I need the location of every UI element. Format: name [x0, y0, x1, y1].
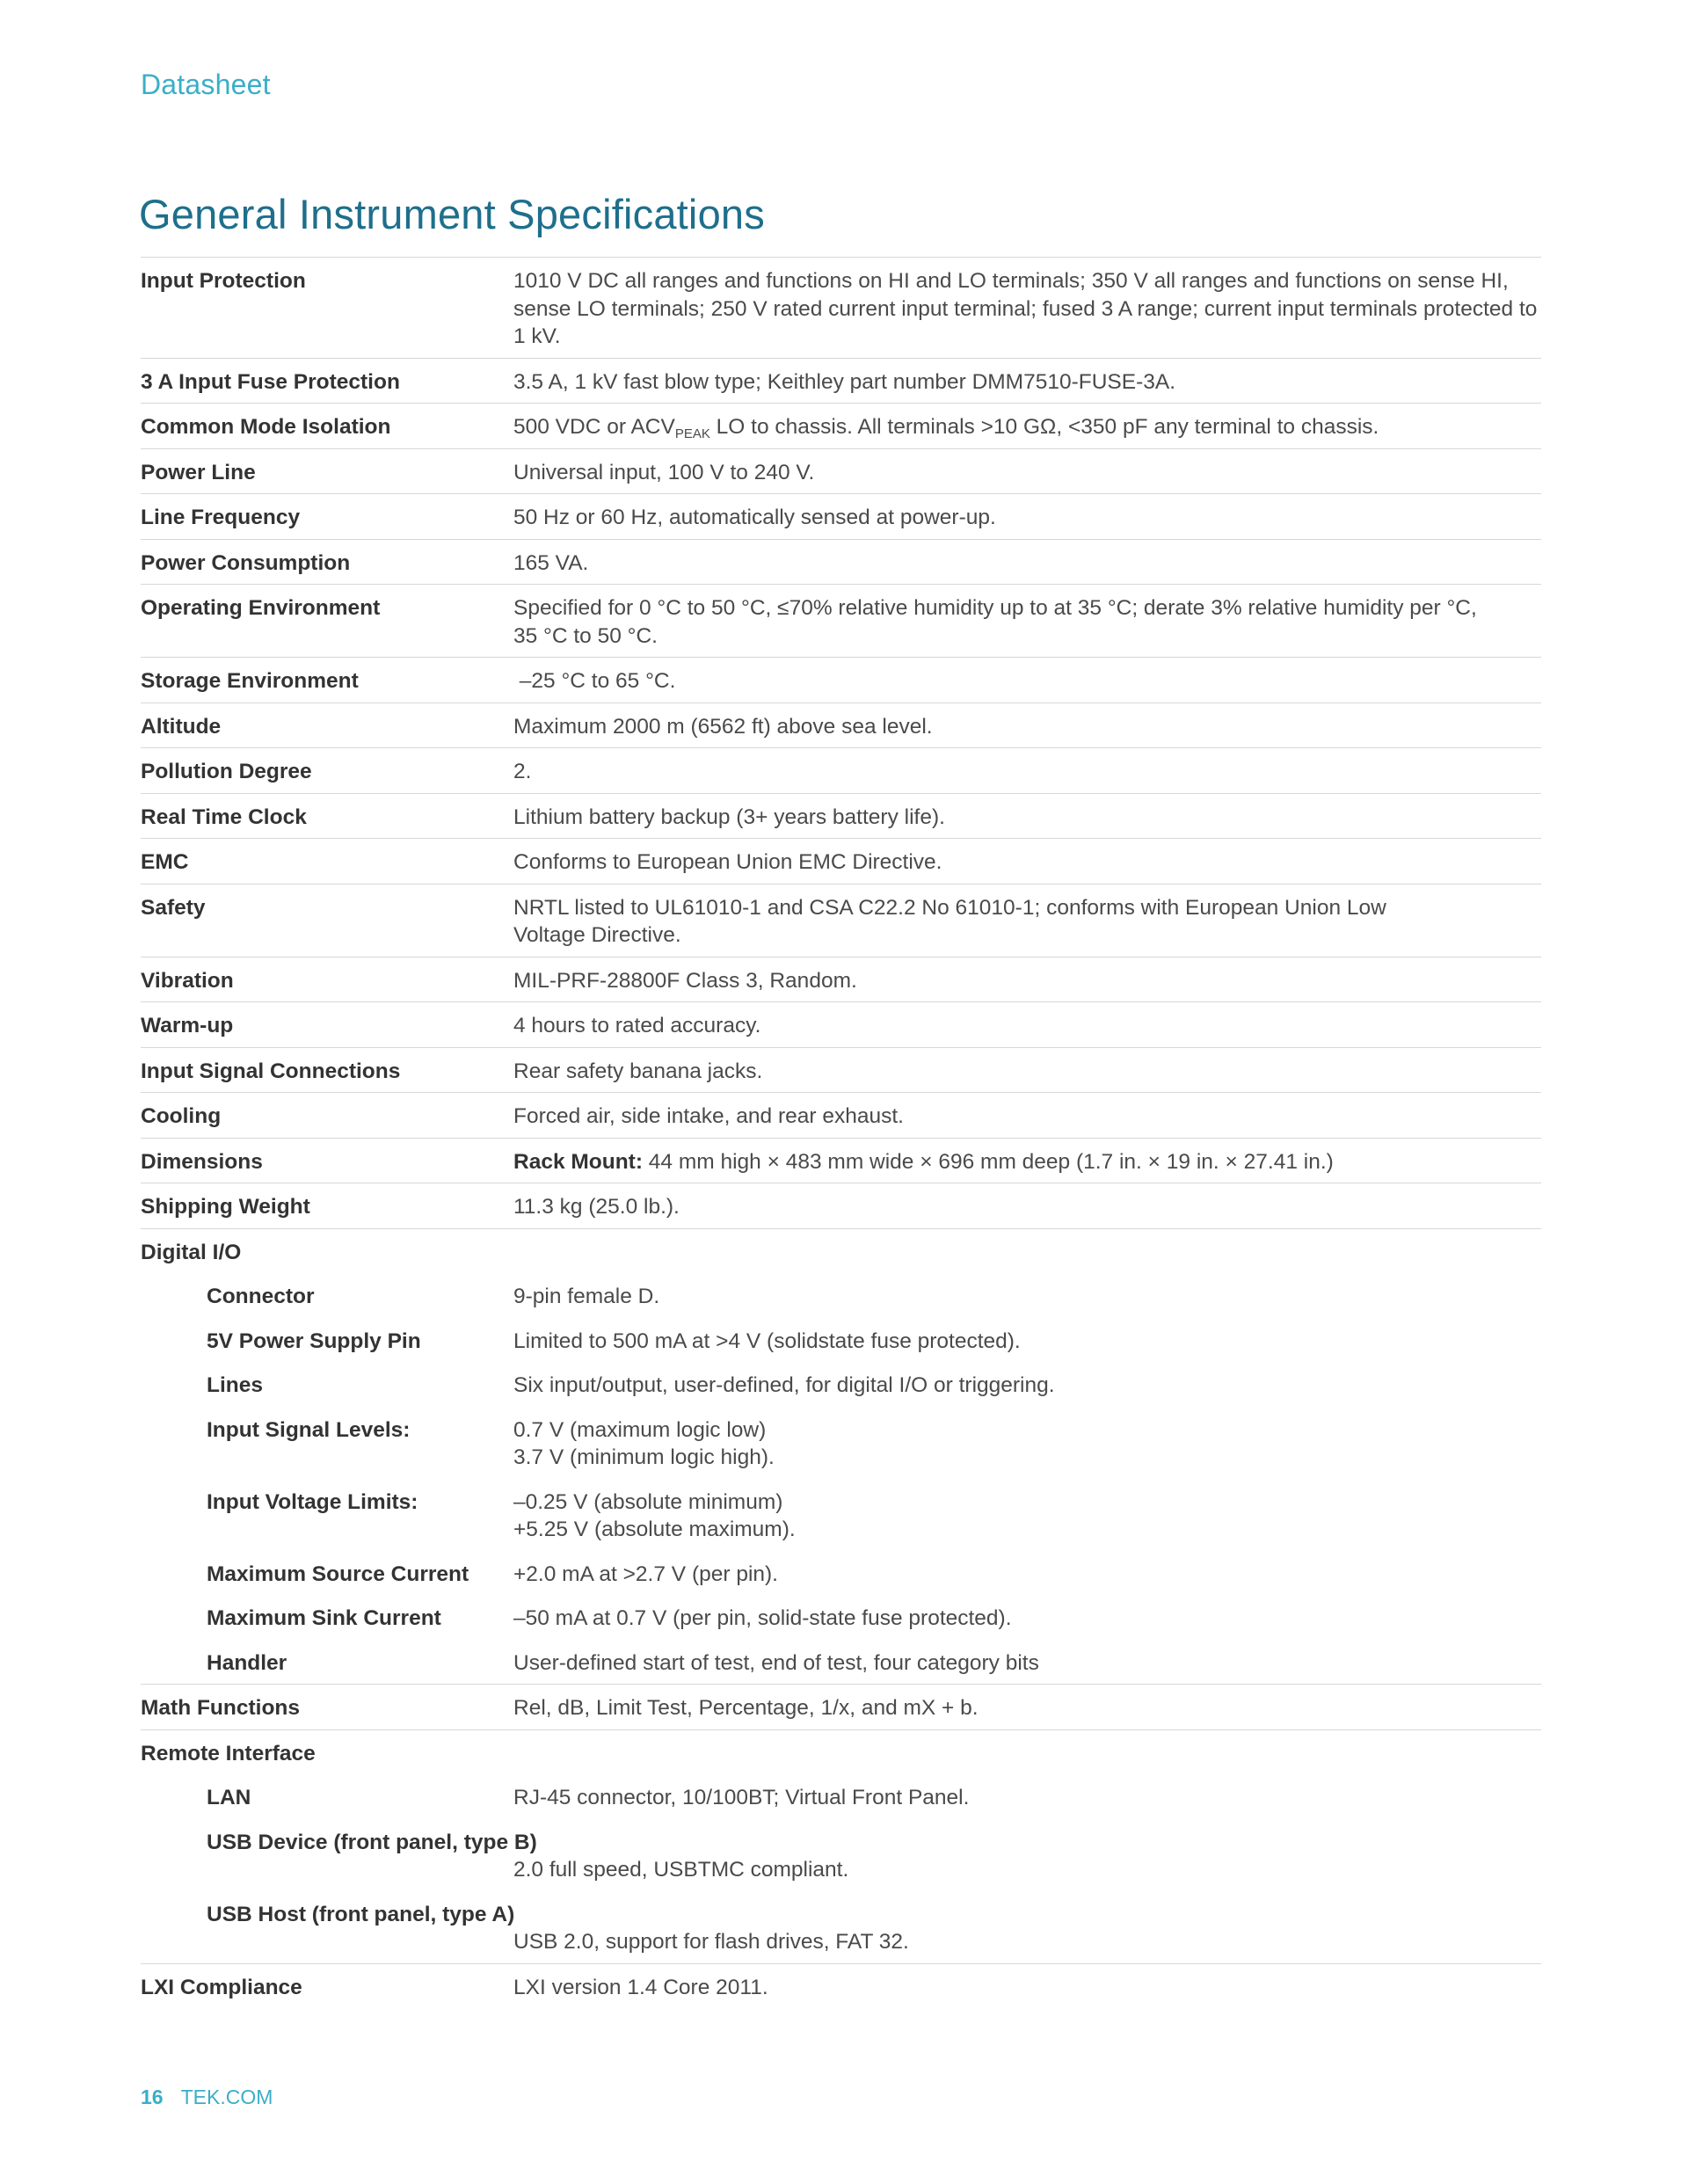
spec-row-input-protection — [141, 257, 1541, 358]
spec-value — [513, 1239, 1541, 1267]
spec-value-pre: 500 VDC or ACV — [513, 415, 675, 439]
spec-group-label: Digital I/O — [141, 1240, 242, 1264]
spec-row-emc — [141, 838, 1541, 884]
spec-row-power-line — [141, 448, 1541, 494]
spec-label: Maximum Source Current — [207, 1562, 469, 1586]
spec-value: Limited to 500 mA at >4 V (solidstate fuse protected). — [513, 1329, 1021, 1353]
spec-row-altitude — [141, 703, 1541, 748]
spec-label: Line Frequency — [141, 506, 301, 529]
spec-value-line: 3.7 V (minimum logic high). — [513, 1445, 775, 1469]
spec-subrow-connector — [141, 1273, 1541, 1318]
spec-group-label: Remote Interface — [141, 1741, 316, 1765]
spec-value — [513, 1416, 1541, 1472]
spec-value: LXI version 1.4 Core 2011. — [513, 1975, 768, 1999]
spec-value: User-defined start of test, end of test, four category bits — [513, 1650, 1039, 1675]
spec-value: 4 hours to rated accuracy. — [513, 1014, 761, 1037]
spec-subrow-maximum-sink-current — [141, 1595, 1541, 1640]
spec-value: 9-pin female D. — [513, 1285, 660, 1308]
page-number: 16 — [141, 2086, 164, 2108]
spec-value: +2.0 mA at >2.7 V (per pin). — [513, 1562, 778, 1586]
spec-label: Lines — [207, 1373, 263, 1397]
spec-label: 5V Power Supply Pin — [207, 1329, 421, 1353]
footer-site-link[interactable]: TEK.COM — [180, 2086, 273, 2108]
spec-value-subscript: PEAK — [674, 426, 710, 441]
spec-subrow-5v-power-supply-pin — [141, 1318, 1541, 1363]
spec-label: LAN — [207, 1786, 251, 1809]
section-title: General Instrument Specifications — [139, 191, 765, 237]
spec-label: Common Mode Isolation — [141, 415, 391, 439]
spec-label: USB Host (front panel, type A) — [207, 1902, 515, 1926]
spec-subrow-handler — [141, 1640, 1541, 1685]
spec-label: Warm-up — [141, 1014, 234, 1037]
spec-label: Input Signal Levels: — [207, 1417, 411, 1442]
spec-value: 2. — [513, 760, 532, 783]
spec-value: Conforms to European Union EMC Directive. — [513, 850, 942, 874]
spec-label: Storage Environment — [141, 669, 359, 693]
spec-row-warm-up — [141, 1001, 1541, 1047]
spec-value-line: 0.7 V (maximum logic low) — [513, 1417, 767, 1442]
spec-value: –50 mA at 0.7 V (per pin, solid-state fuse protected). — [513, 1606, 1012, 1630]
spec-label: LXI Compliance — [141, 1975, 302, 1999]
spec-value — [513, 413, 1541, 441]
spec-label: Dimensions — [141, 1149, 263, 1174]
spec-row-line-frequency — [141, 493, 1541, 539]
spec-label: EMC — [141, 850, 189, 874]
spec-subrow-maximum-source-current — [141, 1551, 1541, 1596]
spec-label: Input Signal Connections — [141, 1059, 401, 1083]
spec-subrow-lines — [141, 1362, 1541, 1407]
spec-subrow-input-signal-levels — [141, 1407, 1541, 1479]
spec-label: Safety — [141, 895, 206, 920]
spec-value — [513, 594, 1541, 650]
spec-row-vibration — [141, 957, 1541, 1002]
spec-label: Power Consumption — [141, 550, 351, 575]
spec-label: Pollution Degree — [141, 760, 312, 783]
spec-row-dimensions — [141, 1138, 1541, 1183]
spec-label: Shipping Weight — [141, 1195, 310, 1219]
page-footer — [141, 2086, 273, 2109]
spec-label: Input Voltage Limits: — [207, 1489, 418, 1514]
spec-label: Connector — [207, 1285, 315, 1308]
spec-value: Rel, dB, Limit Test, Percentage, 1/x, and mX + b. — [513, 1696, 979, 1720]
spec-row-input-signal-connections — [141, 1047, 1541, 1093]
spec-value — [513, 1148, 1541, 1176]
spec-row-math-functions — [141, 1684, 1541, 1729]
spec-value: Universal input, 100 V to 240 V. — [513, 460, 815, 484]
spec-value — [513, 894, 1541, 950]
spec-label: Handler — [207, 1650, 287, 1675]
spec-label: Power Line — [141, 460, 256, 484]
spec-row-operating-environment — [141, 584, 1541, 657]
spec-value: USB 2.0, support for flash drives, FAT 32. — [513, 1930, 909, 1954]
spec-value: 50 Hz or 60 Hz, automatically sensed at power-up. — [513, 506, 996, 529]
spec-row-remote-interface — [141, 1729, 1541, 1775]
spec-value: 1010 V DC all ranges and functions on HI and LO terminals; 350 V all ranges and functions on sense HI, sense LO terminals; 250 V rated current input terminal; fused 3 A range; current input terminals protected to 1 kV. — [513, 269, 1538, 348]
spec-row-storage-environment — [141, 657, 1541, 703]
spec-value: 2.0 full speed, USBTMC compliant. — [513, 1858, 849, 1882]
spec-label: Maximum Sink Current — [207, 1606, 441, 1630]
spec-row-power-consumption — [141, 539, 1541, 585]
spec-row-digital-io — [141, 1228, 1541, 1274]
spec-label: Input Protection — [141, 269, 306, 293]
spec-row-shipping-weight — [141, 1183, 1541, 1228]
spec-value-line: 35 °C to 50 °C. — [513, 623, 658, 648]
spec-value-rest: 44 mm high × 483 mm wide × 696 mm deep (1.7 in. × 19 in. × 27.41 in.) — [643, 1149, 1334, 1174]
spec-value: 165 VA. — [513, 550, 589, 575]
spec-value: RJ-45 connector, 10/100BT; Virtual Front Panel. — [513, 1786, 970, 1809]
spec-value: Forced air, side intake, and rear exhaust. — [513, 1104, 904, 1128]
spec-value: 3.5 A, 1 kV fast blow type; Keithley part number DMM7510-FUSE-3A. — [513, 369, 1176, 394]
spec-label: Math Functions — [141, 1696, 301, 1720]
document-type-label: Datasheet — [141, 69, 271, 100]
spec-value-line: Voltage Directive. — [513, 923, 681, 947]
spec-value-line: NRTL listed to UL61010-1 and CSA C22.2 No 61010-1; conforms with European Union Low — [513, 895, 1386, 920]
spec-label: Vibration — [141, 968, 234, 993]
spec-value: Lithium battery backup (3+ years battery life). — [513, 804, 945, 829]
spec-value: Six input/output, user-defined, for digital I/O or triggering. — [513, 1373, 1055, 1397]
spec-label: Real Time Clock — [141, 804, 307, 829]
spec-value — [513, 1489, 1541, 1544]
spec-row-common-mode-isolation — [141, 403, 1541, 448]
spec-row-fuse-protection — [141, 358, 1541, 404]
spec-value-line: Specified for 0 °C to 50 °C, ≤70% relative humidity up to at 35 °C; derate 3% relative humidity per °C, — [513, 596, 1477, 620]
spec-value-post: LO to chassis. All terminals >10 GΩ, <350 pF any terminal to chassis. — [709, 415, 1379, 439]
spec-value-line: –0.25 V (absolute minimum) — [513, 1489, 783, 1514]
spec-label: Altitude — [141, 714, 222, 739]
spec-value: Rear safety banana jacks. — [513, 1059, 763, 1083]
spec-value — [513, 1740, 1541, 1768]
spec-label: USB Device (front panel, type B) — [207, 1830, 537, 1854]
spec-value: MIL-PRF-28800F Class 3, Random. — [513, 968, 857, 993]
spec-label: Cooling — [141, 1104, 222, 1128]
spec-value: –25 °C to 65 °C. — [513, 669, 676, 693]
spec-row-real-time-clock — [141, 793, 1541, 839]
spec-row-cooling — [141, 1092, 1541, 1138]
spec-row-lxi-compliance — [141, 1963, 1541, 2009]
spec-subrow-lan — [141, 1774, 1541, 1819]
spec-subrow-usb-host — [141, 1891, 1541, 1963]
spec-table — [141, 257, 1541, 2008]
spec-row-pollution-degree — [141, 747, 1541, 793]
spec-label: 3 A Input Fuse Protection — [141, 369, 400, 394]
spec-value: Maximum 2000 m (6562 ft) above sea level. — [513, 714, 933, 739]
spec-row-safety — [141, 884, 1541, 957]
spec-label: Operating Environment — [141, 596, 381, 620]
spec-value-line: +5.25 V (absolute maximum). — [513, 1518, 796, 1541]
spec-value-bold: Rack Mount: — [513, 1149, 643, 1174]
spec-subrow-input-voltage-limits — [141, 1479, 1541, 1551]
spec-subrow-usb-device — [141, 1819, 1541, 1891]
spec-value: 11.3 kg (25.0 lb.). — [513, 1195, 680, 1219]
